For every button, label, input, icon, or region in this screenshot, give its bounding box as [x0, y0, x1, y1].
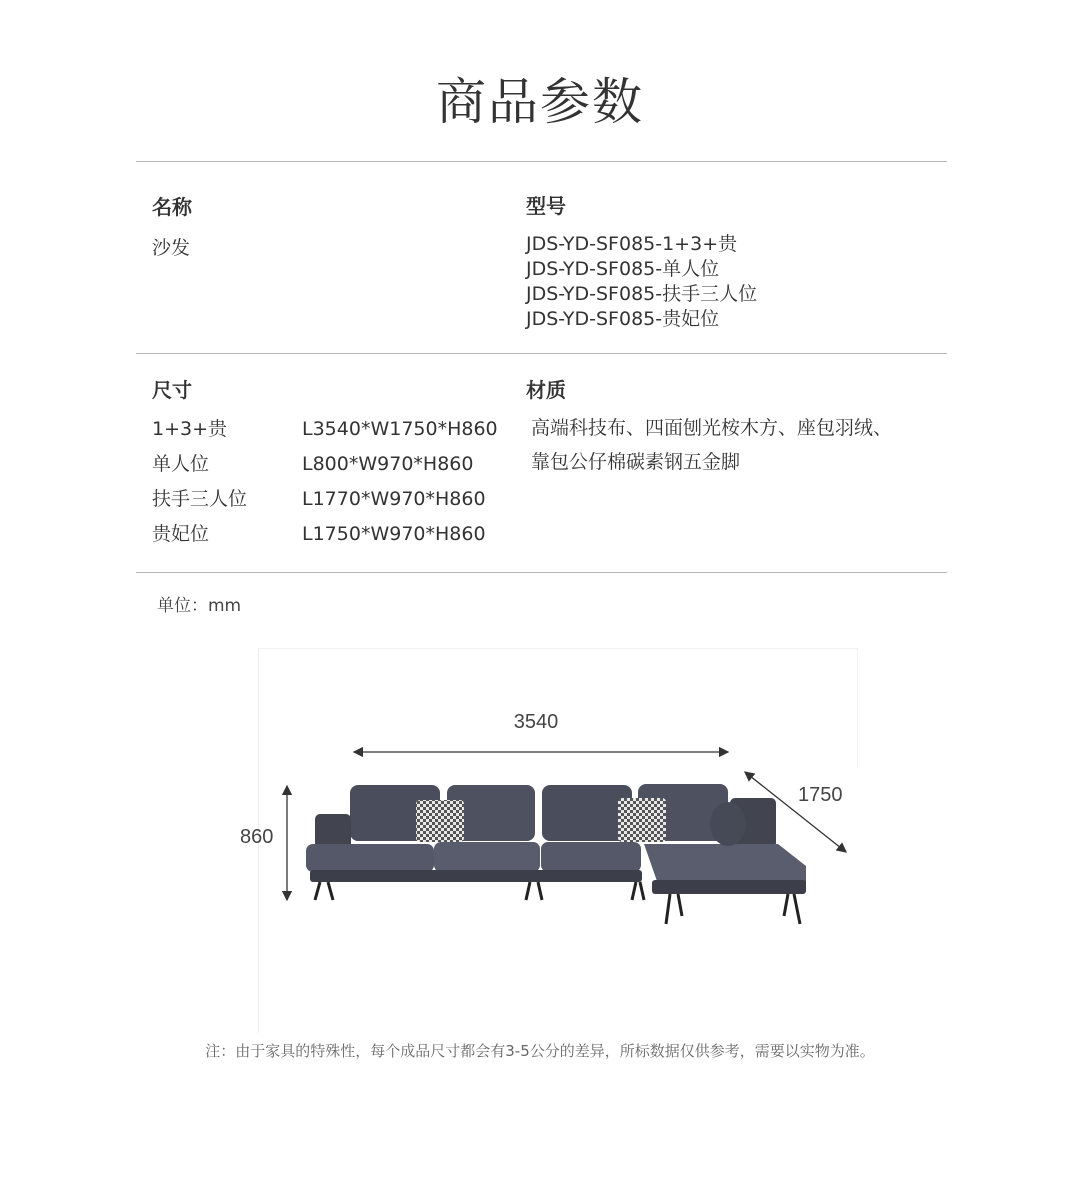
divider: [136, 572, 947, 573]
material-line: 靠包公仔棉碳素钢五金脚: [531, 451, 741, 473]
material-text: [531, 411, 931, 479]
model-label: 型号: [526, 194, 566, 218]
model-item: JDS-YD-SF085-1+3+贵: [526, 233, 738, 255]
model-item: JDS-YD-SF085-单人位: [526, 258, 720, 280]
model-list: [526, 232, 757, 332]
size-row: [152, 484, 512, 519]
model-item: JDS-YD-SF085-扶手三人位: [526, 283, 758, 305]
size-row: [152, 519, 512, 554]
size-name: 扶手三人位: [152, 488, 248, 510]
name-value: 沙发: [152, 237, 191, 259]
divider: [136, 353, 947, 354]
divider: [136, 161, 947, 162]
material-line: 高端科技布、四面刨光桉木方、座包羽绒、: [531, 417, 893, 439]
size-name: 1+3+贵: [152, 418, 228, 440]
depth-dimension-label: 1750: [798, 784, 843, 806]
size-row: [152, 414, 512, 449]
material-label: 材质: [526, 378, 566, 402]
size-name: 贵妃位: [152, 523, 210, 545]
height-dimension-label: 860: [240, 826, 274, 848]
size-name: 单人位: [152, 453, 210, 475]
size-dim: L1750*W970*H860: [302, 523, 486, 545]
sofa-illustration: [306, 784, 806, 924]
page-title: 商品参数: [436, 73, 644, 131]
size-table: [152, 414, 512, 554]
sofa-dimension-diagram: [240, 648, 858, 1033]
size-dim: L800*W970*H860: [302, 453, 474, 475]
unit-note: 单位：mm: [157, 596, 242, 616]
model-item: JDS-YD-SF085-贵妃位: [526, 308, 720, 330]
disclaimer-note: 注：由于家具的特殊性，每个成品尺寸都会有3-5公分的差异，所标数据仅供参考，需要以实物为准。: [205, 1042, 875, 1060]
name-label: 名称: [152, 195, 192, 219]
size-dim: L1770*W970*H860: [302, 488, 486, 510]
size-label: 尺寸: [152, 378, 192, 402]
size-dim: L3540*W1750*H860: [302, 418, 498, 440]
size-row: [152, 449, 512, 484]
width-dimension-label: 3540: [513, 711, 559, 733]
